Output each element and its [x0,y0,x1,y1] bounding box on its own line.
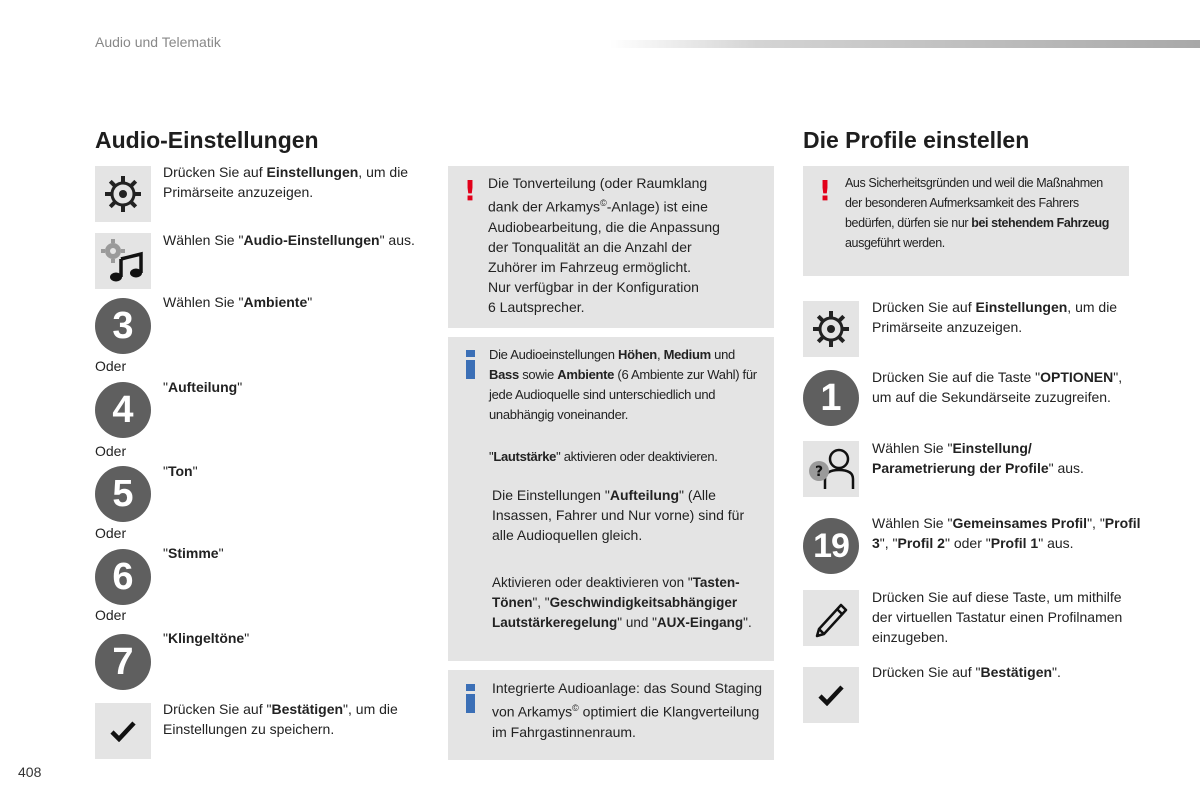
step-number: 1 [803,370,859,426]
music-note-icon [99,237,147,285]
warning-note [803,166,1129,276]
step-number: 3 [95,298,151,354]
header-title: Audio und Telematik [95,34,221,50]
user-question-icon [805,443,857,495]
note-text: "Lautstärke" aktivieren oder deaktivieren. [489,449,718,464]
step-number: 5 [95,466,151,522]
note-text: Integrierte Audioanlage: das Sound Staging von Arkamys© optimiert die Klangverteilung im Fahrgastinnenraum. [492,680,763,740]
step-text: Drücken Sie auf diese Taste, um mithilfe der virtuellen Tastatur einen Profilnamen einzugeben. [872,589,1123,645]
info-note [448,670,774,760]
note-text: Die Tonverteilung (oder Raumklang dank der Arkamys©-Anlage) ist eine Audiobearbeitung, die die Anpassung der Tonqualität an die Anzahl der Zuhörer im Fahrzeug ermöglicht. Nur verfügbar in der Konfiguration 6 Lautsprecher. [488,175,720,315]
step-text: "Aufteilung" [163,379,243,395]
check-icon [818,684,844,706]
step-text: Wählen Sie "Ambiente" [163,294,313,310]
settings-button[interactable] [95,166,151,222]
header-bar [610,40,1200,48]
oder-label: Oder [95,443,127,459]
confirm-button[interactable] [95,703,151,759]
step-text: Wählen Sie "Gemeinsames Profil", "Profil 3", "Profil 2" oder "Profil 1" aus. [872,515,1141,551]
section-title-profiles: Die Profile einstellen [803,127,1030,153]
step-number: 4 [95,382,151,438]
step-text: Drücken Sie auf Einstellungen, um die Primärseite anzuzeigen. [163,164,409,200]
edit-profile-name-button[interactable] [803,590,859,646]
step-text: Drücken Sie auf Einstellungen, um die Primärseite anzuzeigen. [872,299,1118,335]
step-text: Wählen Sie "Audio-Einstellungen" aus. [163,232,415,248]
step-text: Drücken Sie auf "Bestätigen", um die Einstellungen zu speichern. [163,701,398,737]
info-note [448,337,774,661]
page-number: 408 [18,764,42,780]
step-number: 6 [95,549,151,605]
step-text: Wählen Sie "Einstellung/ Parametrierung der Profile" aus. [872,440,1084,476]
note-text: Die Audioeinstellungen Höhen, Medium und Bass sowie Ambiente (6 Ambiente zur Wahl) für jede Audioquelle sind unterschiedlich und unabhängig voneinander. [489,347,757,422]
info-icon [466,684,475,713]
settings-button[interactable] [803,301,859,357]
warning-icon: ! [463,174,477,207]
step-number: 19 [803,518,859,574]
step-text: "Klingeltöne" [163,630,250,646]
step-text: Drücken Sie auf "Bestätigen". [872,664,1061,680]
oder-label: Oder [95,525,127,541]
step-text: "Stimme" [163,545,224,561]
section-title-audio: Audio-Einstellungen [95,127,319,153]
oder-label: Oder [95,607,127,623]
svg-text:?: ? [814,464,824,480]
gear-icon [811,309,851,349]
warning-icon: ! [818,174,832,207]
step-number: 7 [95,634,151,690]
warning-note [448,166,774,328]
info-icon [466,350,475,379]
confirm-button[interactable] [803,667,859,723]
note-text: Aktivieren oder deaktivieren von "Tasten-Tönen", "Geschwindigkeitsabhängiger Lautstärkeregelung" und "AUX-Eingang". [492,575,752,630]
step-text: Drücken Sie auf die Taste "OPTIONEN", um auf die Sekundärseite zuzugreifen. [872,369,1123,405]
pencil-icon [811,598,851,638]
note-text: Die Einstellungen "Aufteilung" (Alle Insassen, Fahrer und Nur vorne) sind für alle Audioquellen gleich. [492,487,745,543]
audio-settings-button[interactable] [95,233,151,289]
check-icon [110,720,136,742]
oder-label: Oder [95,358,127,374]
gear-icon [103,174,143,214]
step-text: "Ton" [163,463,198,479]
profile-settings-button[interactable] [803,441,859,497]
note-text: Aus Sicherheitsgründen und weil die Maßnahmen der besonderen Aufmerksamkeit des Fahrers bedürfen, dürfen sie nur bei stehendem Fahrzeug ausgeführt werden. [845,176,1109,250]
